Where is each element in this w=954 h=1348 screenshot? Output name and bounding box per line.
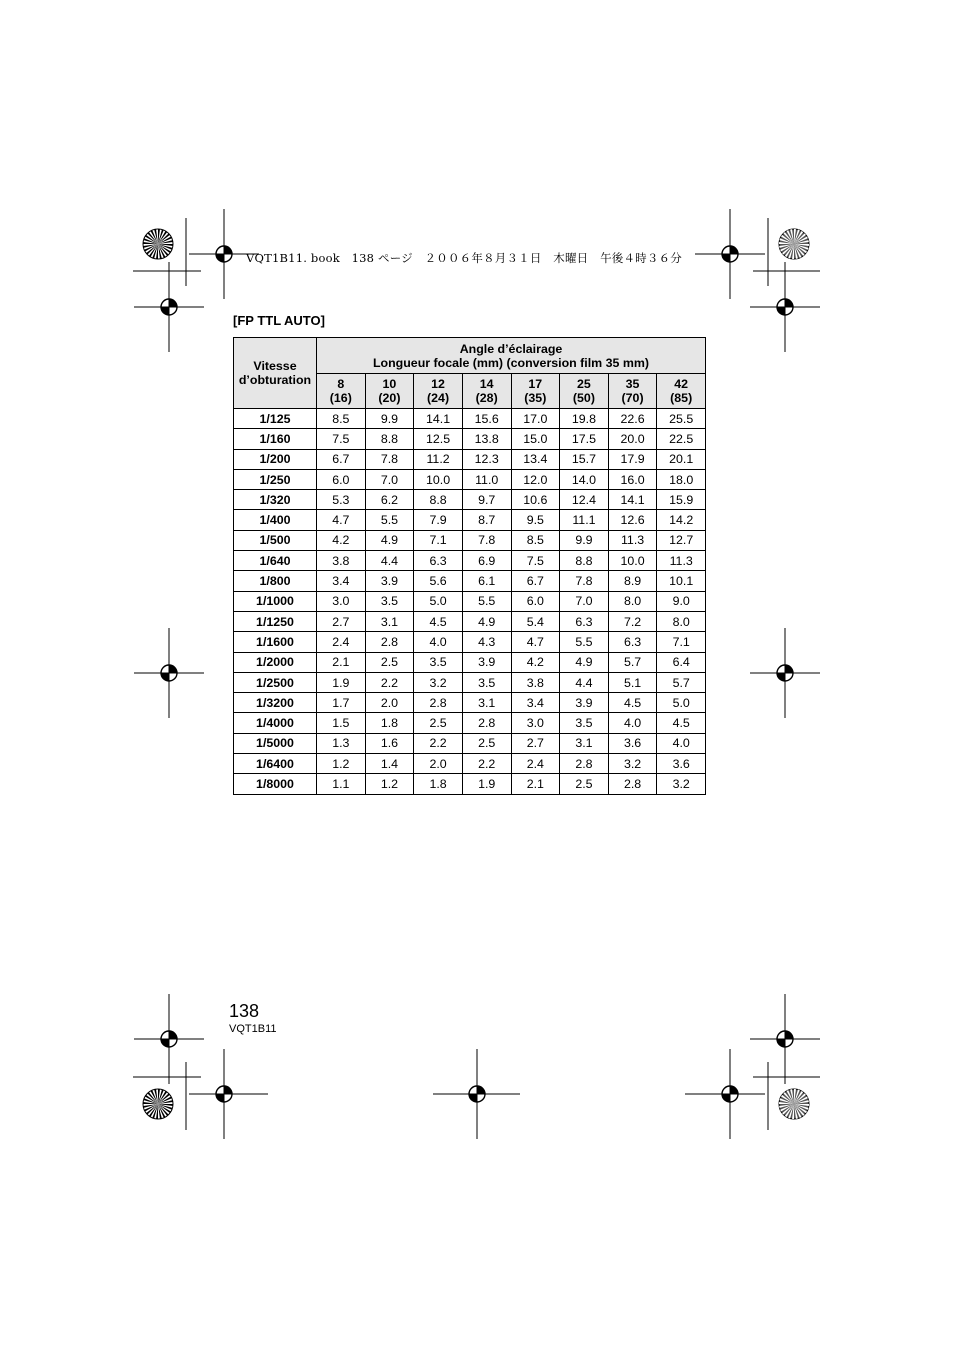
film-equivalent-value: (85) (670, 391, 693, 405)
film-equivalent-value: (28) (475, 391, 498, 405)
film-equivalent-value: (24) (427, 391, 450, 405)
guide-number-cell: 3.0 (511, 713, 560, 733)
guide-number-cell: 12.7 (657, 530, 706, 550)
guide-number-cell: 2.4 (511, 754, 560, 774)
guide-number-cell: 4.3 (462, 632, 511, 652)
table-row (234, 632, 706, 652)
registration-target-icon (750, 262, 820, 352)
section-title: [FP TTL AUTO] (233, 313, 325, 328)
guide-number-cell: 8.9 (608, 571, 657, 591)
guide-number-cell: 1.6 (365, 733, 414, 753)
focal-column-header (365, 374, 414, 409)
focal-column-header (414, 374, 463, 409)
registration-target-icon (695, 1049, 765, 1139)
guide-number-cell: 5.0 (414, 591, 463, 611)
guide-number-cell: 20.0 (608, 429, 657, 449)
guide-number-cell: 22.6 (608, 409, 657, 429)
table-row (234, 713, 706, 733)
film-equivalent-value: (20) (378, 391, 401, 405)
registration-target-icon (134, 628, 204, 718)
guide-number-cell: 7.8 (462, 530, 511, 550)
guide-number-cell: 11.3 (608, 530, 657, 550)
focal-column-header (657, 374, 706, 409)
guide-number-cell: 2.1 (317, 652, 366, 672)
guide-number-cell: 5.5 (365, 510, 414, 530)
guide-number-cell: 1.5 (317, 713, 366, 733)
guide-number-cell: 8.8 (560, 551, 609, 571)
guide-number-cell: 9.9 (560, 530, 609, 550)
shutter-speed-cell: 1/160 (234, 429, 317, 449)
guide-number-cell: 8.0 (657, 611, 706, 631)
film-equivalent-value: (70) (621, 391, 644, 405)
guide-number-cell: 7.9 (414, 510, 463, 530)
table-row (234, 774, 706, 794)
guide-number-cell: 6.0 (511, 591, 560, 611)
shutter-speed-cell: 1/200 (234, 449, 317, 469)
film-equivalent-value: (16) (329, 391, 352, 405)
guide-number-cell: 5.1 (608, 672, 657, 692)
guide-number-cell: 4.4 (365, 551, 414, 571)
shutter-speed-cell: 1/2000 (234, 652, 317, 672)
shutter-speed-cell: 1/250 (234, 469, 317, 489)
guide-number-cell: 2.0 (414, 754, 463, 774)
guide-number-cell: 11.3 (657, 551, 706, 571)
guide-number-cell: 15.6 (462, 409, 511, 429)
table-row (234, 449, 706, 469)
table-row (234, 469, 706, 489)
print-header: VQT1B11. book 138 ページ ２００６年８月３１日 木曜日 午後４時３６分 (246, 251, 682, 265)
guide-number-cell: 5.0 (657, 693, 706, 713)
guide-number-cell: 8.8 (365, 429, 414, 449)
guide-number-cell: 6.0 (317, 469, 366, 489)
registration-target-icon (750, 628, 820, 718)
table-row (234, 409, 706, 429)
guide-number-cell: 5.7 (608, 652, 657, 672)
registration-target-icon (134, 262, 204, 352)
focal-length-value: 35 (625, 377, 640, 391)
focal-length-value: 12 (431, 377, 445, 391)
guide-number-cell: 4.5 (414, 611, 463, 631)
guide-number-cell: 14.2 (657, 510, 706, 530)
guide-number-cell: 3.0 (317, 591, 366, 611)
focal-length-header (317, 338, 706, 374)
guide-number-cell: 2.0 (365, 693, 414, 713)
shutter-speed-cell: 1/4000 (234, 713, 317, 733)
guide-number-cell: 3.9 (365, 571, 414, 591)
focal-column-header (608, 374, 657, 409)
guide-number-cell: 4.9 (365, 530, 414, 550)
guide-number-cell: 17.0 (511, 409, 560, 429)
shutter-speed-cell: 1/5000 (234, 733, 317, 753)
guide-number-cell: 14.0 (560, 469, 609, 489)
guide-number-cell: 7.2 (608, 611, 657, 631)
film-equivalent-value: (50) (572, 391, 595, 405)
guide-number-cell: 3.6 (657, 754, 706, 774)
shutter-speed-header (234, 338, 317, 409)
guide-number-cell: 8.7 (462, 510, 511, 530)
guide-number-cell: 2.8 (365, 632, 414, 652)
guide-number-cell: 9.7 (462, 490, 511, 510)
focal-length-label: Longueur focale (mm) (conversion film 35 mm) (372, 355, 650, 370)
guide-number-cell: 1.2 (317, 754, 366, 774)
guide-number-cell: 2.8 (608, 774, 657, 794)
guide-number-cell: 11.2 (414, 449, 463, 469)
table-row (234, 611, 706, 631)
guide-number-cell: 1.7 (317, 693, 366, 713)
table-row (234, 754, 706, 774)
guide-number-cell: 4.5 (608, 693, 657, 713)
guide-number-cell: 7.5 (317, 429, 366, 449)
guide-number-cell: 1.4 (365, 754, 414, 774)
guide-number-cell: 12.4 (560, 490, 609, 510)
star-target-icon (143, 1089, 173, 1119)
guide-number-cell: 6.7 (317, 449, 366, 469)
guide-number-cell: 3.2 (414, 672, 463, 692)
table-body (234, 409, 706, 795)
table-row (234, 733, 706, 753)
guide-number-cell: 15.0 (511, 429, 560, 449)
shutter-speed-cell: 1/6400 (234, 754, 317, 774)
guide-number-cell: 2.2 (414, 733, 463, 753)
guide-number-cell: 6.4 (657, 652, 706, 672)
shutter-speed-cell: 1/1250 (234, 611, 317, 631)
guide-number-cell: 4.4 (560, 672, 609, 692)
guide-number-cell: 12.6 (608, 510, 657, 530)
guide-number-cell: 3.8 (511, 672, 560, 692)
guide-number-cell: 2.8 (462, 713, 511, 733)
guide-number-cell: 2.5 (462, 733, 511, 753)
guide-number-cell: 3.5 (560, 713, 609, 733)
table-row (234, 490, 706, 510)
film-equivalent-value: (35) (524, 391, 547, 405)
table-row (234, 591, 706, 611)
shutter-speed-cell: 1/8000 (234, 774, 317, 794)
guide-number-cell: 2.4 (317, 632, 366, 652)
guide-number-cell: 4.0 (414, 632, 463, 652)
shutter-speed-cell: 1/500 (234, 530, 317, 550)
table-row (234, 510, 706, 530)
guide-number-cell: 2.5 (560, 774, 609, 794)
guide-number-cell: 20.1 (657, 449, 706, 469)
registration-target-icon (134, 994, 204, 1084)
guide-number-cell: 6.3 (608, 632, 657, 652)
guide-number-cell: 5.3 (317, 490, 366, 510)
guide-number-cell: 3.1 (560, 733, 609, 753)
guide-number-cell: 2.7 (317, 611, 366, 631)
guide-number-cell: 10.0 (414, 469, 463, 489)
guide-number-cell: 3.4 (511, 693, 560, 713)
star-target-icon (143, 229, 173, 259)
focal-column-header (560, 374, 609, 409)
registration-target-icon (189, 1049, 259, 1139)
guide-number-cell: 8.0 (608, 591, 657, 611)
guide-number-cell: 10.1 (657, 571, 706, 591)
angle-label: Angle d’éclairage (459, 341, 563, 356)
guide-number-cell: 18.0 (657, 469, 706, 489)
guide-number-cell: 22.5 (657, 429, 706, 449)
guide-number-cell: 4.0 (657, 733, 706, 753)
shutter-speed-cell: 1/640 (234, 551, 317, 571)
guide-number-cell: 3.1 (462, 693, 511, 713)
guide-number-cell: 7.8 (365, 449, 414, 469)
guide-number-cell: 3.1 (365, 611, 414, 631)
guide-number-cell: 9.5 (511, 510, 560, 530)
guide-number-cell: 10.0 (608, 551, 657, 571)
guide-number-cell: 5.7 (657, 672, 706, 692)
guide-number-cell: 3.2 (657, 774, 706, 794)
table-row (234, 551, 706, 571)
guide-number-cell: 1.2 (365, 774, 414, 794)
guide-number-cell: 15.9 (657, 490, 706, 510)
table-row (234, 693, 706, 713)
guide-number-cell: 7.0 (560, 591, 609, 611)
registration-target-icon (442, 1049, 512, 1139)
focal-length-value: 42 (674, 377, 689, 391)
guide-number-cell: 5.5 (462, 591, 511, 611)
guide-number-cell: 17.5 (560, 429, 609, 449)
guide-number-cell: 1.8 (414, 774, 463, 794)
guide-number-cell: 2.8 (560, 754, 609, 774)
guide-number-cell: 19.8 (560, 409, 609, 429)
guide-number-cell: 25.5 (657, 409, 706, 429)
guide-number-cell: 3.6 (608, 733, 657, 753)
guide-number-cell: 6.2 (365, 490, 414, 510)
guide-number-cell: 12.0 (511, 469, 560, 489)
shutter-speed-cell: 1/125 (234, 409, 317, 429)
table-row (234, 571, 706, 591)
guide-number-cell: 2.2 (365, 672, 414, 692)
guide-number-cell: 4.2 (317, 530, 366, 550)
focal-column-header (317, 374, 366, 409)
focal-column-header (462, 374, 511, 409)
shutter-speed-cell: 1/400 (234, 510, 317, 530)
guide-number-cell: 3.9 (560, 693, 609, 713)
guide-number-cell: 8.5 (511, 530, 560, 550)
guide-number-cell: 5.6 (414, 571, 463, 591)
star-target-icon (779, 229, 809, 259)
shutter-speed-cell: 1/320 (234, 490, 317, 510)
guide-number-cell: 1.8 (365, 713, 414, 733)
guide-number-cell: 14.1 (608, 490, 657, 510)
guide-number-cell: 12.3 (462, 449, 511, 469)
guide-number-cell: 13.8 (462, 429, 511, 449)
table-row (234, 530, 706, 550)
guide-number-cell: 7.5 (511, 551, 560, 571)
guide-number-cell: 17.9 (608, 449, 657, 469)
registration-target-icon (695, 209, 765, 299)
guide-number-cell: 4.0 (608, 713, 657, 733)
guide-number-cell: 6.7 (511, 571, 560, 591)
star-target-icon (779, 1089, 809, 1119)
guide-number-cell: 6.9 (462, 551, 511, 571)
shutter-speed-cell: 1/1600 (234, 632, 317, 652)
table-row (234, 652, 706, 672)
guide-number-cell: 4.2 (511, 652, 560, 672)
guide-number-cell: 3.8 (317, 551, 366, 571)
focal-length-value: 17 (528, 377, 543, 391)
guide-number-cell: 2.5 (365, 652, 414, 672)
guide-number-cell: 4.9 (462, 611, 511, 631)
guide-number-cell: 8.5 (317, 409, 366, 429)
guide-number-cell: 1.1 (317, 774, 366, 794)
shutter-speed-header-text: Vitesse d’obturation (238, 359, 312, 387)
guide-number-cell: 4.7 (317, 510, 366, 530)
guide-number-cell: 9.9 (365, 409, 414, 429)
guide-number-cell: 5.4 (511, 611, 560, 631)
guide-number-cell: 11.1 (560, 510, 609, 530)
guide-number-cell: 2.1 (511, 774, 560, 794)
guide-number-cell: 1.9 (462, 774, 511, 794)
guide-number-cell: 8.8 (414, 490, 463, 510)
guide-number-cell: 7.0 (365, 469, 414, 489)
guide-number-cell: 4.7 (511, 632, 560, 652)
guide-number-cell: 11.0 (462, 469, 511, 489)
guide-number-cell: 2.2 (462, 754, 511, 774)
guide-number-cell: 6.3 (560, 611, 609, 631)
guide-number-cell: 13.4 (511, 449, 560, 469)
guide-number-cell: 15.7 (560, 449, 609, 469)
page-number: 138 (229, 1001, 260, 1021)
focal-length-value: 10 (382, 377, 397, 391)
table-row (234, 429, 706, 449)
table-row (234, 672, 706, 692)
shutter-speed-cell: 1/3200 (234, 693, 317, 713)
guide-number-cell: 7.1 (414, 530, 463, 550)
guide-number-cell: 6.3 (414, 551, 463, 571)
guide-number-cell: 4.5 (657, 713, 706, 733)
document-code: VQT1B11 (229, 1023, 277, 1035)
guide-number-cell: 3.5 (414, 652, 463, 672)
guide-number-cell: 10.6 (511, 490, 560, 510)
shutter-speed-cell: 1/2500 (234, 672, 317, 692)
guide-number-cell: 2.7 (511, 733, 560, 753)
guide-number-cell: 2.5 (414, 713, 463, 733)
registration-target-icon (750, 994, 820, 1084)
focal-length-value: 14 (479, 377, 494, 391)
guide-number-cell: 1.9 (317, 672, 366, 692)
guide-number-cell: 9.0 (657, 591, 706, 611)
guide-number-cell: 5.5 (560, 632, 609, 652)
table-header-row (234, 338, 706, 374)
guide-number-cell: 3.5 (462, 672, 511, 692)
flash-range-table (233, 337, 706, 795)
focal-column-header (511, 374, 560, 409)
guide-number-cell: 3.2 (608, 754, 657, 774)
guide-number-cell: 7.1 (657, 632, 706, 652)
guide-number-cell: 6.1 (462, 571, 511, 591)
guide-number-cell: 2.8 (414, 693, 463, 713)
guide-number-cell: 16.0 (608, 469, 657, 489)
guide-number-cell: 3.9 (462, 652, 511, 672)
shutter-speed-cell: 1/1000 (234, 591, 317, 611)
shutter-speed-cell: 1/800 (234, 571, 317, 591)
guide-number-cell: 12.5 (414, 429, 463, 449)
guide-number-cell: 14.1 (414, 409, 463, 429)
guide-number-cell: 1.3 (317, 733, 366, 753)
focal-length-value: 25 (577, 377, 591, 391)
guide-number-cell: 3.5 (365, 591, 414, 611)
focal-length-value: 8 (337, 377, 345, 391)
guide-number-cell: 7.8 (560, 571, 609, 591)
guide-number-cell: 4.9 (560, 652, 609, 672)
guide-number-cell: 3.4 (317, 571, 366, 591)
